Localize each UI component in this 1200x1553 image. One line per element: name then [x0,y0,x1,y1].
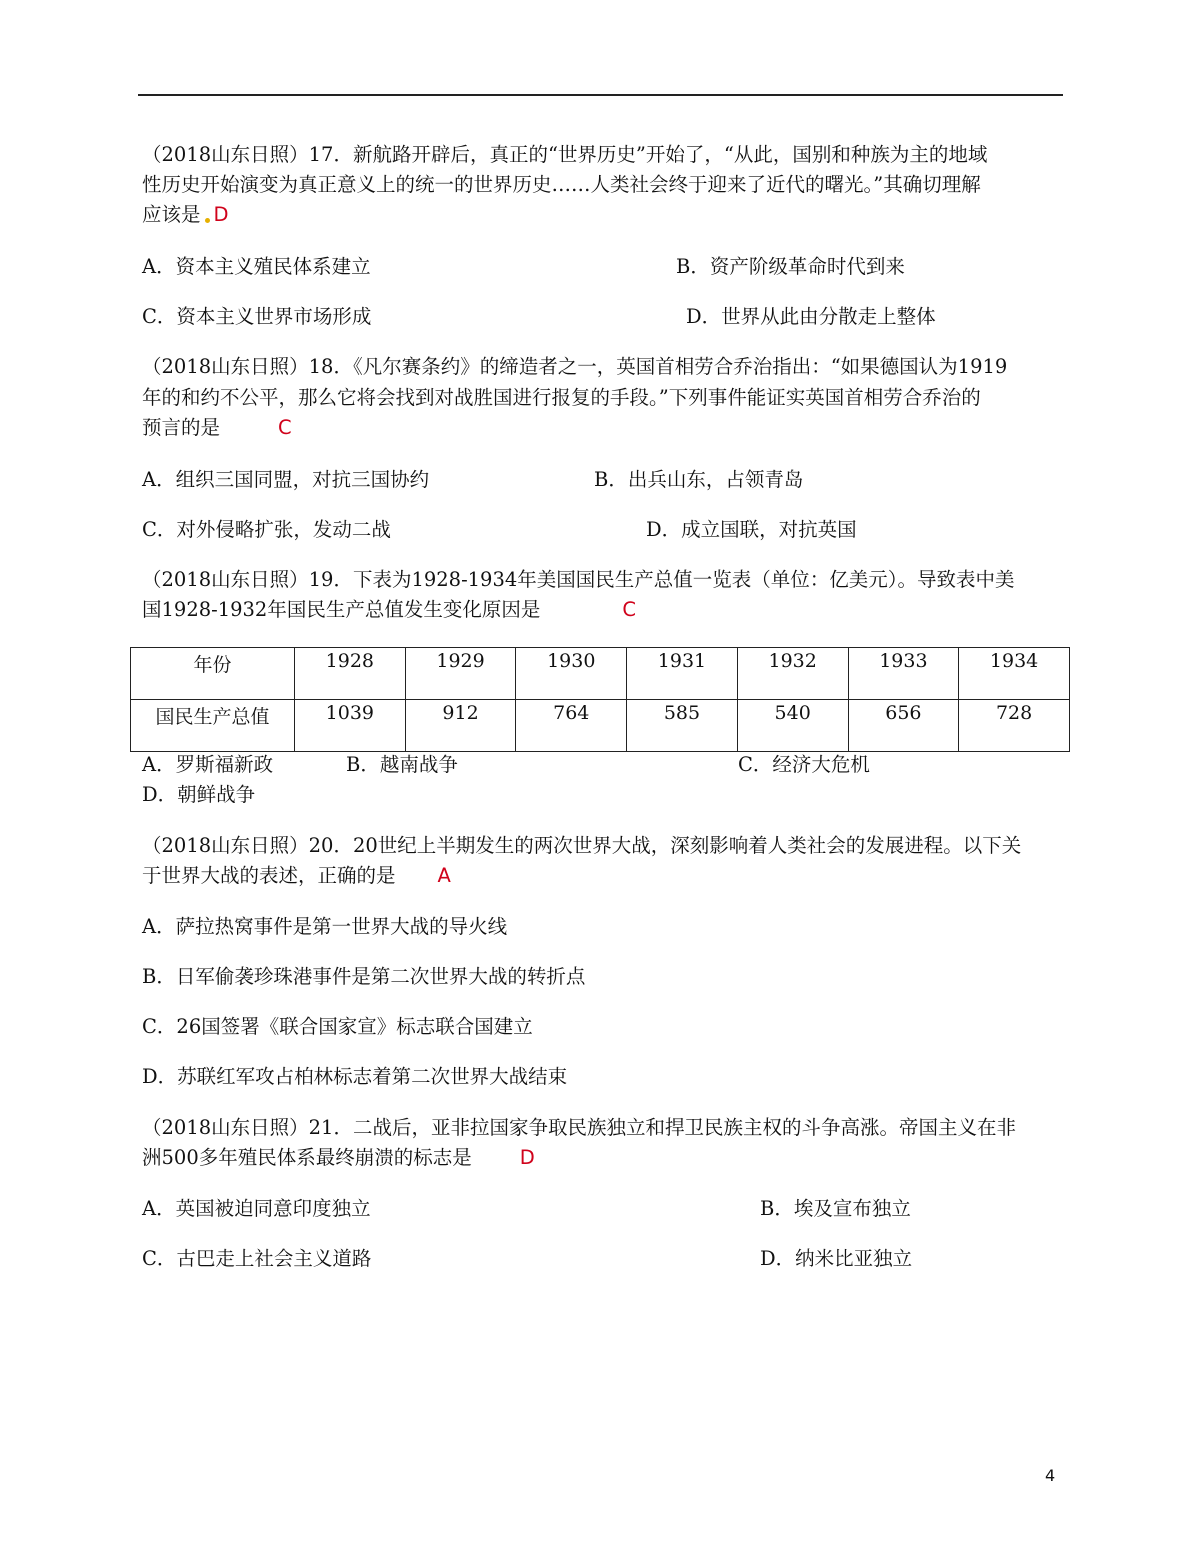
q19-line-1: （2018山东日照）19．下表为1928-1934年美国国民生产总值一览表（单位：亿美元）。导致表中美 [142,568,1015,591]
q18-answer: C [278,416,292,439]
table-row-years [131,648,1070,700]
table-year-cell: 1929 [405,648,516,700]
q17-line-3-text: 应该是 [142,203,201,226]
q17-option-d: D．世界从此由分散走上整体 [686,305,936,328]
q20-option-b: B．日军偷袭珍珠港事件是第二次世界大战的转折点 [142,965,586,988]
q20-line-1: （2018山东日照）20．20世纪上半期发生的两次世界大战，深刻影响着人类社会的发展进程。以下关 [142,834,1022,857]
q18-line-1: （2018山东日照）18．《凡尔赛条约》的缔造者之一，英国首相劳合乔治指出：“如果德国认为1919 [142,355,1008,378]
table-year-cell: 1933 [848,648,959,700]
q18-line-2: 年的和约不公平，那么它将会找到对战胜国进行报复的手段。”下列事件能证实英国首相劳合乔治的 [142,386,981,409]
table-year-cell: 1928 [295,648,406,700]
q21-option-d: D．纳米比亚独立 [760,1247,913,1270]
table-value-cell: 540 [737,700,848,752]
table-value-cell: 764 [516,700,627,752]
q18-line-3-text: 预言的是 [142,416,221,439]
table-header-label: 年份 [131,648,295,700]
table-year-cell: 1932 [737,648,848,700]
q21-line-2-text: 洲500多年殖民体系最终崩溃的标志是 [142,1146,472,1169]
q20-option-a: A．萨拉热窝事件是第一世界大战的导火线 [142,915,508,938]
table-row-label: 国民生产总值 [131,700,295,752]
table-year-cell: 1934 [959,648,1070,700]
table-value-cell: 656 [848,700,959,752]
q20-option-c: C．26国签署《联合国家宣》标志联合国建立 [142,1015,533,1038]
q17-option-b: B．资产阶级革命时代到来 [676,255,905,278]
q17-line-2: 性历史开始演变为真正意义上的统一的世界历史……人类社会终于迎来了近代的曙光。”其确切理解 [142,173,981,196]
q17-line-1: （2018山东日照）17．新航路开辟后，真正的“世界历史”开始了，“从此，国别和种族为主的地域 [142,143,988,166]
page-number: 4 [1045,1466,1056,1485]
q21-answer: D [519,1146,535,1169]
q19-option-d: D．朝鲜战争 [142,783,256,806]
q21-option-b: B．埃及宣布独立 [760,1197,911,1220]
q17-option-c: C．资本主义世界市场形成 [142,305,372,328]
table-row-values [131,700,1070,752]
q17-line-3 [142,200,229,230]
q20-line-2-text: 于世界大战的表述，正确的是 [142,864,396,887]
q17-answer: D [213,203,229,226]
q18-option-a: A．组织三国同盟，对抗三国协约 [142,468,430,491]
q18-line-3 [142,413,292,443]
q21-line-1: （2018山东日照）21．二战后，亚非拉国家争取民族独立和捍卫民族主权的斗争高涨。帝国主义在非 [142,1116,1016,1139]
table-value-cell: 585 [627,700,738,752]
q19-option-c: C．经济大危机 [738,753,870,776]
q20-option-d: D．苏联红军攻占柏林标志着第二次世界大战结束 [142,1065,568,1088]
q18-option-c: C．对外侵略扩张，发动二战 [142,518,391,541]
table-value-cell: 912 [405,700,516,752]
q19-answer: C [622,598,636,621]
q17-option-a: A．资本主义殖民体系建立 [142,255,371,278]
highlight-mark [205,218,210,223]
q21-option-a: A．英国被迫同意印度独立 [142,1197,371,1220]
q19-line-2-text: 国1928-1932年国民生产总值发生变化原因是 [142,598,541,621]
table-year-cell: 1931 [627,648,738,700]
gdp-table [130,647,1070,752]
table-value-cell: 728 [959,700,1070,752]
q18-option-b: B．出兵山东，占领青岛 [594,468,804,491]
q19-option-b: B．越南战争 [346,753,458,776]
q20-line-2 [142,861,451,891]
q18-option-d: D．成立国联，对抗英国 [646,518,857,541]
q19-line-2 [142,595,636,625]
q21-line-2 [142,1143,535,1173]
header-rule [138,94,1063,96]
table-year-cell: 1930 [516,648,627,700]
table-value-cell: 1039 [295,700,406,752]
q20-answer: A [437,864,451,887]
q21-option-c: C．古巴走上社会主义道路 [142,1247,372,1270]
q19-option-a: A．罗斯福新政 [142,753,274,776]
